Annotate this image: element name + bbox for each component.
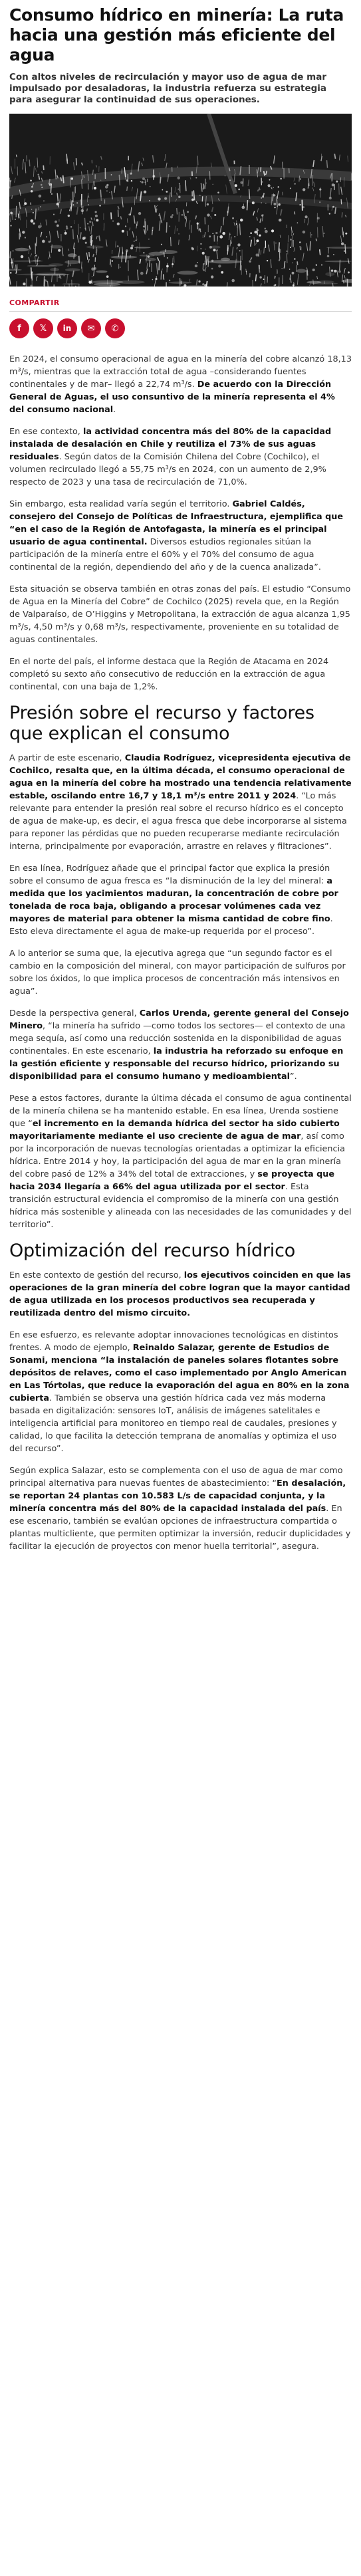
hero-image [9, 114, 352, 287]
linkedin-icon: in [63, 324, 72, 333]
section-heading-presion: Presión sobre el recurso y factores que explican el consumo [9, 703, 352, 744]
x-icon: 𝕏 [40, 324, 47, 334]
whatsapp-icon: ✆ [112, 324, 119, 334]
share-buttons [9, 318, 352, 338]
article [0, 5, 361, 1553]
article-lede: Con altos niveles de recirculación y mayor uso de agua de mar impulsado por desaladoras, la industria refuerza su estrategia para asegurar la continuidad de sus operaciones. [9, 72, 352, 106]
paragraph-11: En este contexto de gestión del recurso, los ejecutivos coinciden en que las operaciones de la gran minería del cobre logran que la mayor cantidad de agua utilizada en los procesos productivos sea recuperada y reutilizada dentro del mismo circuito. [9, 1269, 352, 1320]
facebook-share-button[interactable] [9, 318, 29, 338]
whatsapp-share-button[interactable] [105, 318, 125, 338]
paragraph-7: En esa línea, Rodríguez añade que el principal factor que explica la presión sobre el consumo de agua fresca es “la disminución de la ley del mineral: a medida que los yacimientos maduran, la concentración de cobre por tonelada de roca baja, obligando a procesar volúmenes cada vez mayores de material para obtener la misma cantidad de cobre fino. Esto eleva directamente el agua de make-up requerida por el proceso”. [9, 862, 352, 938]
x-share-button[interactable] [33, 318, 53, 338]
paragraph-12: En ese esfuerzo, es relevante adoptar innovaciones tecnológicas en distintos frentes. A modo de ejemplo, Reinaldo Salazar, gerente de Estudios de Sonami, menciona “la instalación de paneles solares flotantes sobre depósitos de relaves, como el caso implementado por Anglo American en Las Tórtolas, que reduce la evaporación del agua en 80% en la zona cubierta. También se observa una gestión hídrica cada vez más moderna basada en digitalización: sensores IoT, análisis de imágenes satelitales e inteligencia artificial para monitoreo en tiempo real de caudales, presiones y calidad, lo que facilita la detección temprana de anomalías y optimiza el uso del recurso”. [9, 1329, 352, 1455]
email-share-button[interactable] [81, 318, 101, 338]
paragraph-1: En 2024, el consumo operacional de agua en la minería del cobre alcanzó 18,13 m³/s, mientras que la extracción total de agua –considerando fuentes continentales y de mar– llegó a 22,74 m³/s. De acuerdo con la Dirección General de Aguas, el uso consuntivo de la minería representa el 4% del consumo nacional. [9, 353, 352, 416]
email-icon: ✉ [88, 324, 95, 334]
share-label: COMPARTIR [9, 298, 352, 307]
paragraph-5: En el norte del país, el informe destaca que la Región de Atacama en 2024 completó su sexto año consecutivo de reducción en la extracción de agua continental, con una baja de 1,2%. [9, 655, 352, 693]
section-heading-optimizacion: Optimización del recurso hídrico [9, 1240, 352, 1261]
water-pipes-image [9, 114, 352, 287]
paragraph-8: A lo anterior se suma que, la ejecutiva agrega que “un segundo factor es el cambio en la composición del mineral, con mayor participación de sulfuros por sobre los óxidos, lo que implica procesos de concentración más intensivos en agua”. [9, 947, 352, 998]
paragraph-10: Pese a estos factores, durante la última década el consumo de agua continental de la minería chilena se ha mantenido estable. En esa línea, Urenda sostiene que “el incremento en la demanda hídrica del sector ha sido cubierto mayoritariamente mediante el uso creciente de agua de mar, así como por la incorporación de nuevas tecnologías orientadas a optimizar la eficiencia hídrica. Entre 2014 y hoy, la participación del agua de mar en la gran minería del cobre pasó de 12% a 34% del total de extracciones, y se proyecta que hacia 2034 llegaría a 66% del agua utilizada por el sector. Esta transición estructural evidencia el compromiso de la minería con una gestión hídrica más sostenible y alineada con las necesidades de las comunidades y del territorio”. [9, 1092, 352, 1231]
paragraph-9: Desde la perspectiva general, Carlos Urenda, gerente general del Consejo Minero, “la minería ha sufrido —como todos los sectores— el contexto de una mega sequía, así como una reducción sostenida en la disponibilidad de aguas continentales. En este escenario, la industria ha reforzado su enfoque en la gestión eficiente y responsable del recurso hídrico, priorizando su disponibilidad para el consumo humano y medioambiental”. [9, 1007, 352, 1083]
linkedin-share-button[interactable] [57, 318, 77, 338]
paragraph-6: A partir de este escenario, Claudia Rodríguez, vicepresidenta ejecutiva de Cochilco, resalta que, en la última década, el consumo operacional de agua en la minería del cobre ha mostrado una tendencia relativamente estable, oscilando entre 16,7 y 18,1 m³/s entre 2011 y 2024. “Lo más relevante para entender la presión real sobre el recurso hídrico es el concepto de agua de make-up, es decir, el agua fresca que debe incorporarse al sistema para reponer las pérdidas que no pueden recuperarse mediante recirculación interna, principalmente por evaporación, arrastre en relaves y filtraciones”. [9, 752, 352, 853]
paragraph-13: Según explica Salazar, esto se complementa con el uso de agua de mar como principal alternativa para nuevas fuentes de abastecimiento: “En desalación, se reportan 24 plantas con 10.583 L/s de capacidad conjunta, y la minería concentra más del 80% de la capacidad instalada del país. En ese escenario, también se evalúan opciones de infraestructura compartida o plantas multicliente, que permiten optimizar la inversión, reducir duplicidades y facilitar la ejecución de proyectos con menor huella territorial”, asegura. [9, 1464, 352, 1553]
paragraph-3: Sin embargo, esta realidad varía según el territorio. Gabriel Caldés, consejero del Consejo de Políticas de Infraestructura, ejemplifica que “en el caso de la Región de Antofagasta, la minería es el principal usuario de agua continental. Diversos estudios regionales sitúan la participación de la minería entre el 60% y el 70% del consumo de agua continental de la región, dependiendo del año y de la cuenca analizada”. [9, 498, 352, 574]
article-title: Consumo hídrico en minería: La ruta hacia una gestión más eficiente del agua [9, 5, 352, 65]
paragraph-4: Esta situación se observa también en otras zonas del país. El estudio “Consumo de Agua en la Minería del Cobre” de Cochilco (2025) revela que, en la Región de Valparaíso, de O’Higgins y Metropolitana, la extracción de agua alcanza 1,95 m³/s, 4,50 m³/s y 0,68 m³/s, respectivamente, proveniente en su totalidad de aguas continentales. [9, 583, 352, 646]
paragraph-2: En ese contexto, la actividad concentra más del 80% de la capacidad instalada de desalación en Chile y reutiliza el 73% de sus aguas residuales. Según datos de la Comisión Chilena del Cobre (Cochilco), el volumen recirculado llegó a 55,75 m³/s en 2024, con un aumento de 2,9% respecto de 2023 y una tasa de recirculación de 71,0%. [9, 425, 352, 489]
facebook-icon: f [17, 324, 21, 334]
share-divider [9, 311, 352, 312]
